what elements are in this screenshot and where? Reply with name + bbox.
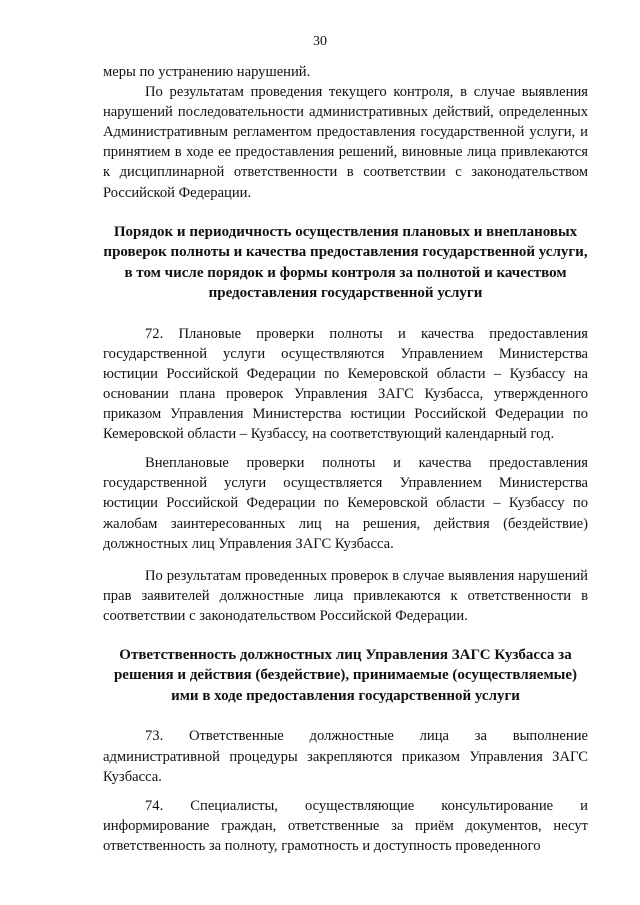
- page-content: [103, 62, 588, 856]
- paragraph-inspection-results: По результатам проведенных проверок в случае выявления нарушений прав заявителей должностные лица привлекаются к ответственности в соответствии с законодательством Российской Федерации.: [103, 567, 588, 624]
- paragraph-continuation: меры по устранению нарушений.: [103, 64, 311, 80]
- paragraph-74: 74. Специалисты, осуществляющие консультирование и информирование граждан, ответственные за приём документов, несут ответственность за полноту, грамотность и доступность проведенного: [103, 797, 588, 854]
- spacer: [103, 787, 588, 796]
- paragraph-72: 72. Плановые проверки полноты и качества предоставления государственной услуги осуществляются Управлением Министерства юстиции Российской Федерации по Кемеровской области – Кузбассу на основании плана проверок Управления ЗАГС Кузбасса, утвержденного приказом Управления Министерства юстиции Российской Федерации по Кемеровской области – Кузбассу, на соответствующий календарный год.: [103, 325, 588, 443]
- paragraph-current-control: По результатам проведения текущего контроля, в случае выявления нарушений последовательности административных действий, определенных Административным регламентом предоставления государственной услуги, и принятием в ходе ее предоставления решений, виновные лица привлекаются к дисциплинарной ответственности в соответствии с законодательством Российской Федерации.: [103, 84, 588, 201]
- spacer: [103, 304, 588, 324]
- spacer: [103, 444, 588, 453]
- spacer: [103, 203, 588, 222]
- page-number: 30: [313, 34, 327, 49]
- section-heading-inspections: Порядок и периодичность осуществления плановых и внеплановых проверок полноты и качества предоставления государственной услуги, в том числе порядок и формы контроля за полнотой и качеством предоставления государственной услуги: [103, 223, 588, 302]
- spacer: [103, 626, 588, 645]
- spacer: [103, 706, 588, 726]
- paragraph-unplanned-inspections: Внеплановые проверки полноты и качества предоставления государственной услуги осуществляется Управлением Министерства юстиции Российской Федерации по Кемеровской области – Кузбассу по жалобам заинтересованных лиц на решения, действия (бездействие) должностных лиц Управления ЗАГС Кузбасса.: [103, 455, 588, 552]
- paragraph-73: 73. Ответственные должностные лица за выполнение административной процедуры закрепляются приказом Управления ЗАГС Кузбасса.: [103, 728, 588, 785]
- spacer: [103, 554, 588, 566]
- section-heading-responsibility: Ответственность должностных лиц Управления ЗАГС Кузбасса за решения и действия (бездействие), принимаемые (осуществляемые) ими в ходе предоставления государственной услуги: [113, 646, 578, 704]
